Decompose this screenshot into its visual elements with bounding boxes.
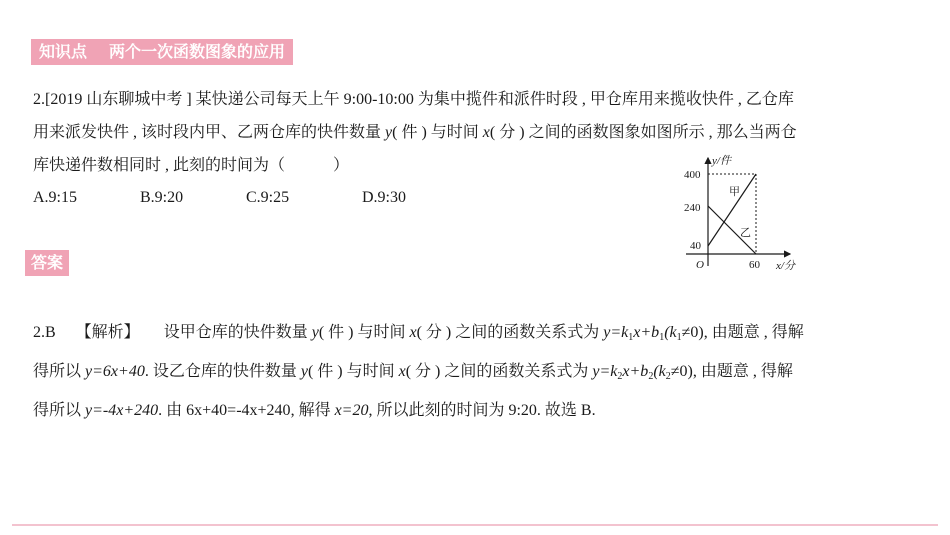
option-a: A.9:15 bbox=[33, 189, 77, 206]
topic-label: 知识点 bbox=[39, 42, 88, 61]
x-axis-label: x/分 bbox=[776, 260, 795, 272]
question-line-1: 2.[2019 山东聊城中考 ] 某快递公司每天上午 9:00-10:00 为集中揽件和派件时段 , 甲仓库用来揽收快件 , 乙仓库 bbox=[33, 91, 794, 108]
y-tick-240: 240 bbox=[684, 202, 701, 214]
bottom-divider bbox=[12, 524, 938, 526]
x-tick-60: 60 bbox=[749, 259, 760, 271]
topic-tag bbox=[31, 39, 293, 65]
option-c: C.9:25 bbox=[246, 189, 290, 206]
label-yi: 乙 bbox=[740, 227, 751, 239]
label-jia: 甲 bbox=[729, 186, 740, 198]
solution-text bbox=[33, 313, 804, 430]
y-tick-400: 400 bbox=[684, 169, 701, 181]
topic-title: 两个一次函数图象的应用 bbox=[109, 42, 286, 61]
function-graph bbox=[682, 152, 806, 276]
solution-line-1: 2.B 【解析】 设甲仓库的快件数量 y( 件 ) 与时间 x( 分 ) 之间的函数关系式为 $y=k_1x+b_1(k_1\ne 0)$, 由题意 , 得解 bbox=[33, 324, 804, 343]
question-line-2: 用来派发快件 , 该时段内甲、乙两仓库的快件数量 y( 件 ) 与时间 x( 分 ) 之间的函数图象如图所示 , 那么当两仓 bbox=[33, 124, 797, 141]
answer-options bbox=[33, 181, 406, 214]
solution-line-3: 得所以 y=-4x+240. 由 6x+40=-4x+240, 解得 x=20, 所以此刻的时间为 9:20. 故选 B. bbox=[33, 402, 596, 419]
answer-tag: 答案 bbox=[25, 250, 69, 276]
question-line-3: 库快递件数相同时 , 此刻的时间为（ ） bbox=[33, 157, 350, 174]
y-tick-40: 40 bbox=[690, 240, 701, 252]
option-b: B.9:20 bbox=[140, 189, 184, 206]
solution-line-2: 得所以 y=6x+40. 设乙仓库的快件数量 y( 件 ) 与时间 x( 分 ) 之间的函数关系式为 $y=k_2x+b_2(k_2\ne 0)$, 由题意 , 得解 bbox=[33, 363, 793, 382]
origin-label: O bbox=[696, 259, 704, 271]
y-axis-label: y/件 bbox=[712, 155, 731, 167]
option-d: D.9:30 bbox=[362, 189, 406, 206]
